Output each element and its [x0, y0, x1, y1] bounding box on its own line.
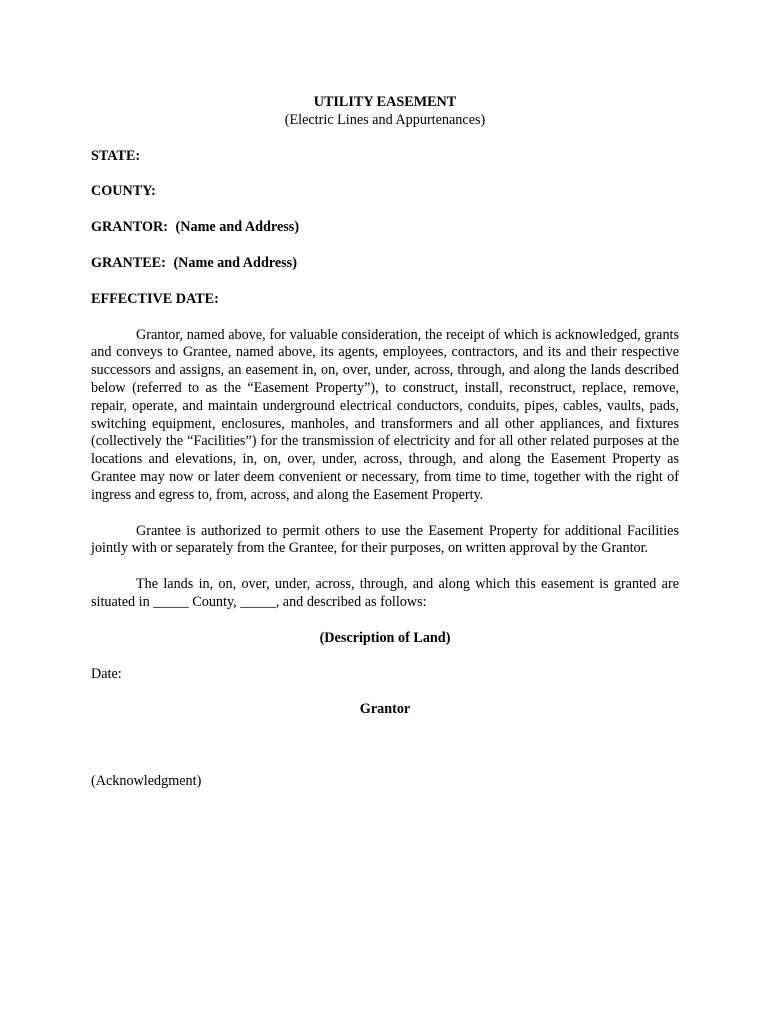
grantor-value: (Name and Address) [175, 219, 300, 236]
state-label: STATE: [91, 147, 141, 164]
grantee-label: GRANTEE: [91, 254, 166, 271]
grantee-field [91, 255, 679, 273]
document-body [91, 94, 679, 791]
grantor-signature-label: Grantor [359, 701, 411, 718]
county-field [91, 183, 679, 201]
grantee-value: (Name and Address) [173, 254, 297, 271]
county-label: COUNTY: [91, 183, 156, 200]
lands-paragraph: The lands in, on, over, under, across, through, and along which this easement is granted are situated in _____ County, _____, and described as follows: [91, 576, 679, 610]
effective-date-field [91, 291, 679, 309]
authorization-paragraph: Grantee is authorized to permit others to use the Easement Property for additional Facilities jointly with or separately from the Grantee, for their purposes, on written approval by the Grantor. [91, 522, 679, 557]
land-description-heading: (Description of Land) [319, 629, 451, 646]
acknowledgment-label: (Acknowledgment) [91, 773, 202, 790]
document-title: UTILITY EASEMENT [313, 94, 457, 110]
date-label: Date: [91, 665, 122, 682]
effective-date-label: EFFECTIVE DATE: [91, 290, 219, 307]
grant-paragraph: Grantor, named above, for valuable consideration, the receipt of which is acknowledged, grants and conveys to Grantee, named above, its agents, employees, contractors, and its and their respective successors and assigns, an easement in, on, over, under, across, through, and along the lands described below (referred to as the “Easement Property”), to construct, install, reconstruct, replace, remove, repair, operate, and maintain underground electrical conductors, conduits, pipes, cables, vaults, pads, switching equipment, enclosures, manholes, and transformers and all other appliances, and fixtures (collectively the “Facilities”) for the transmission of electricity and for all other related purposes at the locations and elevations, in, on, over, under, across, through, and along the Easement Property as Grantee may now or later deem convenient or necessary, from time to time, together with the right of ingress and egress to, from, across, and along the Easement Property. [91, 326, 679, 503]
grantor-label: GRANTOR: [91, 219, 168, 236]
state-field [91, 148, 679, 166]
document-subtitle: (Electric Lines and Appurtenances) [284, 111, 486, 128]
grantor-field [91, 219, 679, 237]
